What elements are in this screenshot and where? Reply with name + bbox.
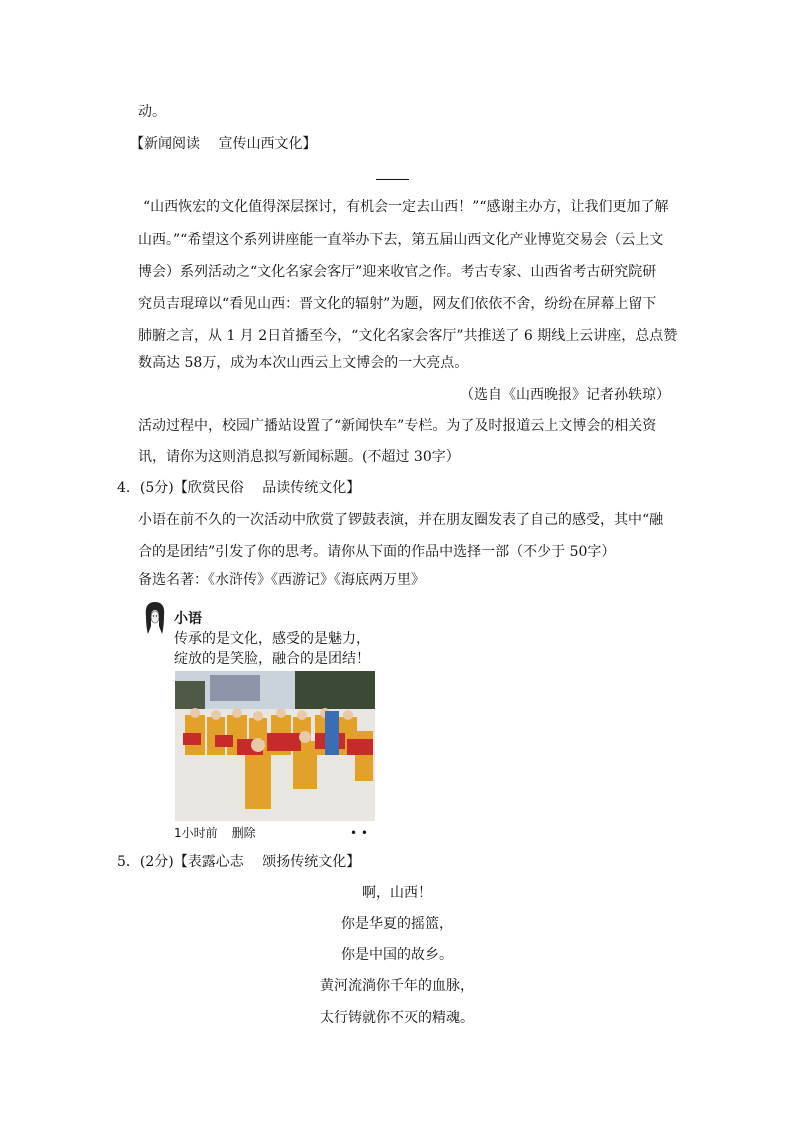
social-post bbox=[143, 600, 383, 845]
avatar-icon bbox=[143, 600, 167, 636]
question-5-heading: 5．(2分)【表露心志 颂扬传统文化】 bbox=[117, 854, 361, 870]
text-line: 动。 bbox=[138, 104, 166, 120]
article-line: “山西恢宏的文化值得深层探讨，有机会一定去山西！”“感谢主办方，让我们更加了解 bbox=[143, 199, 669, 215]
article-line: 肺腑之言，从 1 月 2日首播至今，“文化名家会客厅”共推送了 6 期线上云讲座，总点赞 bbox=[138, 328, 678, 344]
post-delete-link[interactable]: 删除 bbox=[231, 826, 256, 840]
post-more-dots-icon[interactable]: • • bbox=[350, 826, 368, 840]
post-author: 小语 bbox=[174, 611, 202, 627]
task-line: 活动过程中，校园广播站设置了“新闻快车”专栏。为了及时报道云上文博会的相关资 bbox=[138, 418, 657, 434]
drum-performance-photo bbox=[175, 671, 375, 821]
post-time: 1小时前 bbox=[174, 826, 218, 840]
post-meta bbox=[174, 825, 270, 841]
poem-line: 黄河流淌你千年的血脉， bbox=[320, 978, 474, 994]
article-line: 数高达 58万，成为本次山西云上文博会的一大亮点。 bbox=[138, 355, 469, 371]
poem-line: 啊，山西！ bbox=[362, 885, 432, 901]
question-4-line: 合的是团结”引发了你的思考。请你从下面的作品中选择一部（不少于 50字） bbox=[138, 544, 616, 560]
post-text-line: 绽放的是笑脸，融合的是团结！ bbox=[174, 651, 370, 667]
task-line: 讯，请你为这则消息拟写新闻标题。(不超过 30字） bbox=[138, 449, 460, 465]
article-line: 究员吉琨璋以“看见山西：晋文化的辐射”为题，网友们依依不舍，纷纷在屏幕上留下 bbox=[138, 296, 657, 312]
poem-line: 你是中国的故乡。 bbox=[341, 947, 453, 963]
poem-line: 太行铸就你不灭的精魂。 bbox=[320, 1010, 474, 1026]
section-heading: 【新闻阅读 宣传山西文化】 bbox=[130, 136, 317, 152]
article-source: （选自《山西晚报》记者孙轶琼） bbox=[460, 387, 670, 403]
post-text-line: 传承的是文化，感受的是魅力， bbox=[174, 631, 370, 647]
article-line: 山西。”“希望这个系列讲座能一直举办下去，第五届山西文化产业博览交易会（云上文 bbox=[138, 232, 664, 248]
question-4-line: 小语在前不久的一次活动中欣赏了锣鼓表演，并在朋友圈发表了自己的感受，其中“融 bbox=[138, 512, 664, 528]
question-4-line: 备选名著：《水浒传》《西游记》《海底两万里》 bbox=[138, 572, 425, 588]
question-4-heading: 4．(5分)【欣赏民俗 品读传统文化】 bbox=[117, 480, 361, 496]
article-line: 博会）系列活动之“文化名家会客厅”迎来收官之作。考古专家、山西省考古研究院研 bbox=[138, 264, 657, 280]
poem-line: 你是华夏的摇篮， bbox=[341, 916, 453, 932]
title-blank bbox=[376, 179, 409, 180]
